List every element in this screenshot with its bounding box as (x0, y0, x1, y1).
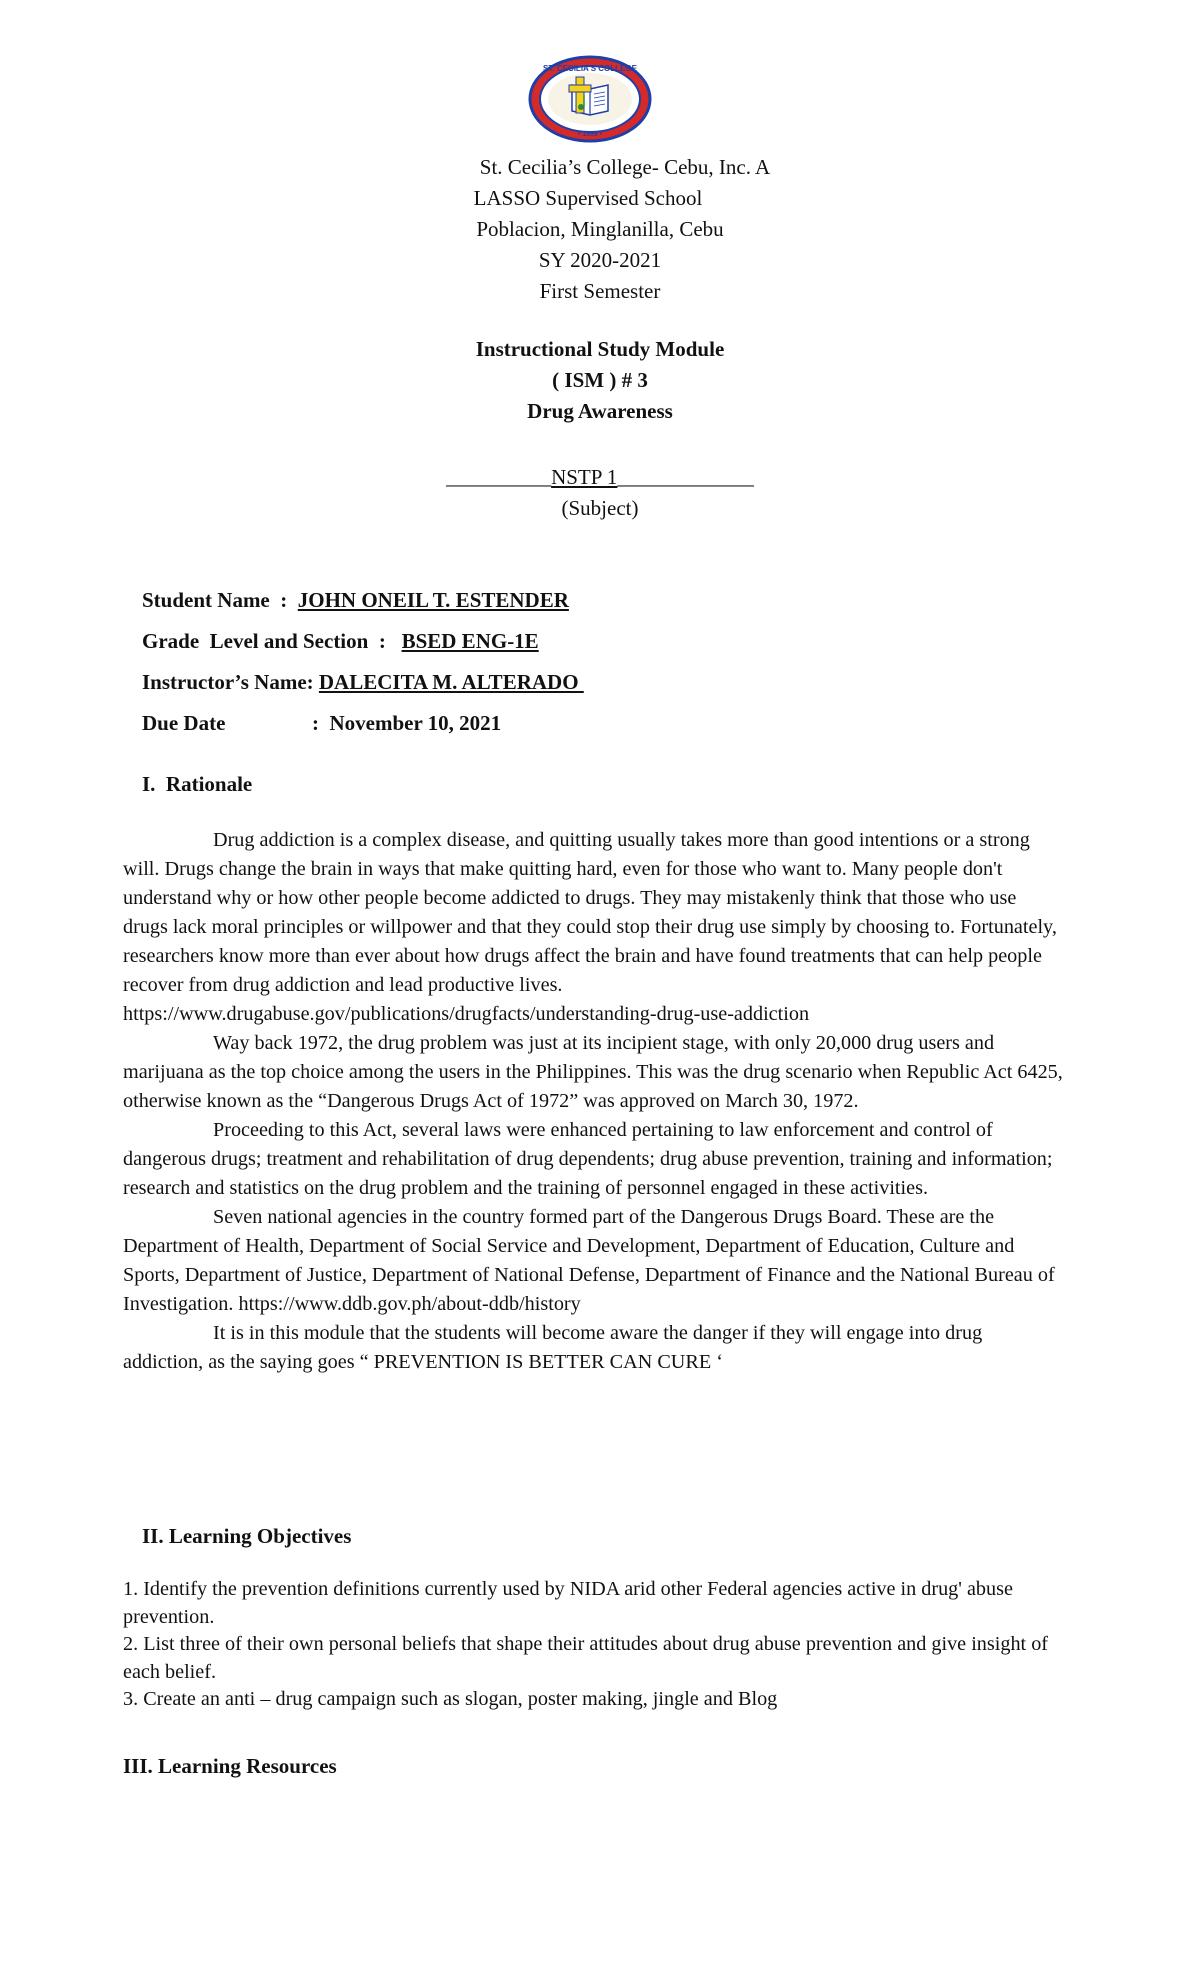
student-name-label: Student Name : (142, 588, 298, 612)
due-date-label: Due Date (142, 711, 226, 735)
student-name-field (142, 586, 569, 614)
instructor-value: DALECITA M. ALTERADO (318, 670, 584, 694)
objectives-heading: II. Learning Objectives (142, 1524, 352, 1548)
header-school-year: SY 2020-2021 (538, 248, 662, 272)
rationale-paragraph: It is in this module that the students will become aware the danger if they will engage into drug addiction, as the saying goes “ PREVENTION IS BETTER CAN CURE ‘ (123, 1322, 983, 1373)
rationale-paragraph: Way back 1972, the drug problem was just at its incipient stage, with only 20,000 drug users and marijuana as the top choice among the users in the Philippines. This was the drug scenario when Republic Act 6425, otherwise known as the “Dangerous Drugs Act of 1972” was approved on March 30, 1972. (123, 1032, 1063, 1112)
subject-line (0, 462, 1200, 493)
due-date-field (142, 709, 501, 737)
rationale-paragraph: Drug addiction is a complex disease, and quitting usually takes more than good intentions or a strong will. Drugs change the brain in ways that make quitting hard, even for those who want to. Many people don't understand why or how other people become addicted to drugs. They may mistakenly think that those who use drugs lack moral principles or willpower and that they could stop their drug use simply by choosing to. Fortunately, researchers know more than ever about how drugs affect the brain and have found treatments that can help people recover from drug addiction and lead productive lives. (123, 829, 1057, 996)
instructor-label: Instructor’s Name: (142, 670, 319, 694)
subject-value: NSTP 1 (551, 465, 618, 489)
school-header (0, 152, 1200, 307)
subject-caption: (Subject) (561, 496, 639, 520)
subject-blank-right: _____________ (617, 465, 754, 489)
svg-text:• 1999 •: • 1999 • (577, 131, 603, 138)
module-topic: Drug Awareness (527, 399, 673, 423)
module-title-block (0, 334, 1200, 427)
rationale-paragraph: Seven national agencies in the country formed part of the Dangerous Drugs Board. These are the Department of Health, Department of Social Service and Development, Department of Education, Culture and Sports, Department of Justice, Department of National Defense, Department of Finance and the National Bureau of Investigation. https://www.ddb.gov.ph/about-ddb/history (123, 1206, 1055, 1315)
rationale-heading: I. Rationale (142, 772, 253, 796)
objective-item: 2. List three of their own personal beliefs that shape their attitudes about drug abuse prevention and give insight of each belief. (123, 1633, 1049, 1683)
objective-item: 1. Identify the prevention definitions currently used by NIDA arid other Federal agencies active in drug' abuse prevention. (123, 1578, 1013, 1628)
module-number: ( ISM ) # 3 (552, 368, 648, 392)
rationale-body (123, 826, 1063, 1377)
objectives-list (123, 1576, 1063, 1714)
instructor-field (142, 668, 584, 696)
subject-blank-left: __________ (446, 465, 552, 489)
college-seal-logo (528, 55, 652, 143)
due-date-value: : November 10, 2021 (312, 711, 502, 735)
grade-section-field (142, 627, 539, 655)
header-address: Poblacion, Minglanilla, Cebu (476, 217, 724, 241)
student-name-value: JOHN ONEIL T. ESTENDER (297, 588, 569, 612)
header-supervision: LASSO Supervised School (473, 186, 703, 210)
rationale-source-link: https://www.drugabuse.gov/publications/drugfacts/understanding-drug-use-addiction (123, 1003, 810, 1025)
module-title: Instructional Study Module (475, 337, 725, 361)
subject-block (0, 462, 1200, 524)
svg-text:ST. CECILIA'S COLLEGE: ST. CECILIA'S COLLEGE (543, 64, 637, 73)
rationale-paragraph: Proceeding to this Act, several laws were enhanced pertaining to law enforcement and control of dangerous drugs; treatment and rehabilitation of drug dependents; drug abuse prevention, training and information; research and statistics on the drug problem and the training of personnel engaged in these activities. (123, 1119, 1053, 1199)
resources-heading: III. Learning Resources (123, 1754, 337, 1778)
grade-section-label: Grade Level and Section : (142, 629, 402, 653)
objective-item: 3. Create an anti – drug campaign such as slogan, poster making, jingle and Blog (123, 1688, 778, 1710)
header-semester: First Semester (539, 279, 661, 303)
header-school-name: St. Cecilia’s College- Cebu, Inc. A (479, 155, 771, 179)
grade-section-value: BSED ENG-1E (401, 629, 539, 653)
